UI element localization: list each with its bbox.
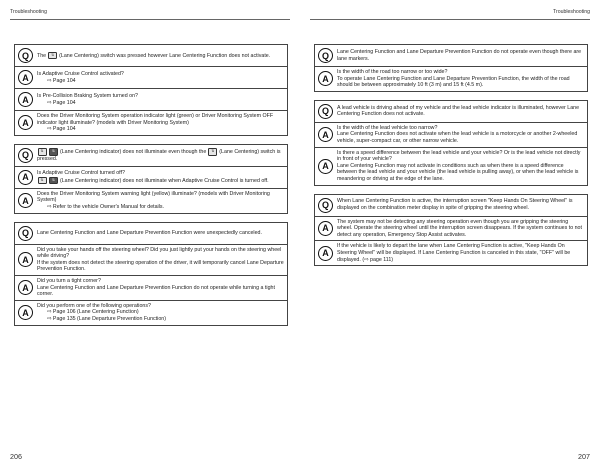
text-run: Is the width of the lead vehicle too narrow? (337, 124, 438, 131)
text-run: Lane Centering Function does not activate when the lead vehicle is a motorcycle or another 2-wheeled vehicle, super-compact car, or other narrow vehicle. (337, 131, 578, 144)
answer-icon (15, 303, 36, 322)
answer-icon (15, 68, 36, 87)
qa-text (336, 67, 587, 91)
page-reference: ⇨ Page 104 (47, 126, 76, 133)
badge-letter: A (18, 252, 33, 267)
qa-block (14, 44, 288, 136)
text-run: Is Adaptive Cruise Control activated? (37, 70, 124, 77)
text-run: Is Pre-Collision Braking System turned on? (37, 92, 138, 99)
answer-icon (15, 90, 36, 109)
question-icon (15, 146, 36, 165)
question-icon (315, 46, 336, 65)
badge-letter: A (18, 305, 33, 320)
lane-centering-indicator-icon: ⇅ (38, 148, 47, 156)
header-rule-left (10, 19, 290, 20)
text-run: If the vehicle is likely to depart the lane when Lane Centering Function is active, "Keep Hands On Steering Wheel" will be displayed. If Lane Centering Function is canceled in this state, "OFF" will be displayed. (⇨ page 111) (337, 243, 571, 263)
answer-icon (315, 244, 336, 263)
question-icon (315, 196, 336, 215)
badge-letter: A (18, 92, 33, 107)
lane-centering-indicator-icon: ⇅ (38, 177, 47, 185)
text-run: Lane Centering Function and Lane Departure Prevention Function were unexpectedly canceled. (37, 229, 262, 236)
lane-centering-switch-icon: ⇅ (48, 52, 57, 60)
badge-letter: A (18, 70, 33, 85)
answer-icon (315, 157, 336, 176)
answer-row (15, 244, 287, 275)
qa-text (336, 47, 587, 64)
question-icon (315, 102, 336, 121)
text-run: Did you turn a tight corner? (37, 277, 101, 284)
text-run: Did you take your hands off the steering wheel? Did you just lightly put your hands on the steering wheel while driving? (37, 246, 282, 260)
right-column (314, 44, 588, 274)
text-run: When Lane Centering Function is active, the interruption screen "Keep Hands On Steering Wheel" is displayed on the combination meter display in spite of gripping the steering wheel. (337, 198, 573, 212)
answer-row (315, 122, 587, 147)
qa-block (314, 44, 588, 92)
answer-row (15, 66, 287, 88)
question-row (15, 145, 287, 166)
badge-letter: Q (18, 48, 33, 63)
badge-letter: Q (318, 48, 333, 63)
qa-text (36, 276, 287, 300)
lane-centering-indicator-alt-icon: ⇅ (49, 148, 58, 156)
question-icon (15, 46, 36, 65)
badge-letter: A (18, 193, 33, 208)
lane-centering-indicator-alt-icon: ⇅ (49, 177, 58, 185)
text-run: Does the Driver Monitoring System operation indicator light (green) or Driver Monitoring System OFF indicator light illuminate? (models with Driver Monitoring System) (37, 113, 274, 126)
page-reference: ⇨ Page 104 (47, 77, 76, 84)
page-reference: ⇨ Page 106 (Lane Centering Function) (47, 309, 139, 316)
answer-row (15, 166, 287, 188)
answer-icon (15, 278, 36, 297)
question-row (15, 223, 287, 244)
left-column (14, 44, 288, 334)
qa-block (314, 194, 588, 267)
text-run: To operate Lane Centering Function and Lane Departure Prevention Function, the width of the road should be between approximately 10 ft (3 m) and 15 ft (4.5 m). (337, 75, 570, 89)
badge-letter: A (18, 170, 33, 185)
badge-letter: A (318, 159, 333, 174)
badge-letter: A (318, 246, 333, 261)
badge-letter: Q (318, 104, 333, 119)
text-run: If the system does not detect the steering operation of the driver, it will temporarily cancel Lane Departure Prevention Function. (37, 259, 284, 273)
badge-letter: A (318, 221, 333, 236)
page-reference: ⇨ Refer to the vehicle Owner's Manual for details. (47, 203, 165, 210)
answer-icon (15, 250, 36, 269)
qa-text (36, 245, 287, 275)
answer-icon (15, 191, 36, 210)
answer-icon (315, 219, 336, 238)
answer-icon (315, 125, 336, 144)
text-run: Did you perform one of the following operations? (37, 302, 151, 309)
question-row (15, 45, 287, 66)
question-icon (15, 224, 36, 243)
answer-row (315, 147, 587, 185)
text-run: Lane Centering Function may not activate in conditions such as when there is a speed difference between the lead vehicle and your vehicle (the lead vehicle is pulling away), or when the lead vehicle is meandering or driving at the edge of the lane. (337, 162, 579, 182)
text-run: The system may not be detecting any steering operation even though you are gripping the steering wheel. Operate the steering wheel until the interruption screen disappears. If the system continues to not detect any operation, Emergency Stop Assist activates. (337, 218, 582, 238)
qa-text (336, 123, 587, 147)
text-run: (Lane Centering indicator) does not illuminate even though the (59, 149, 207, 156)
qa-text (36, 146, 287, 164)
qa-text (336, 196, 587, 213)
qa-text (36, 50, 287, 62)
text-run: Lane Centering Function and Lane Departure Prevention Function do not operate while turning a tight corner. (37, 284, 275, 298)
running-header-left: Troubleshooting (10, 9, 48, 15)
answer-row (15, 88, 287, 110)
text-run: (Lane Centering) switch is pressed. (37, 149, 281, 162)
header-rule-right (310, 19, 590, 20)
answer-row (315, 240, 587, 265)
answer-row (15, 275, 287, 300)
running-header-right: Troubleshooting (552, 9, 590, 15)
qa-text (36, 189, 287, 213)
answer-row (315, 66, 587, 91)
badge-letter: A (318, 71, 333, 86)
qa-text (36, 228, 287, 239)
qa-block (14, 144, 288, 214)
badge-letter: A (18, 115, 33, 130)
qa-text (36, 301, 287, 325)
text-run: Lane Centering Function and Lane Departure Prevention Function do not operate even though there are lane markers. (337, 48, 582, 62)
text-run: The (37, 52, 47, 59)
answer-row (15, 188, 287, 213)
qa-text (36, 91, 287, 108)
question-row (315, 45, 587, 66)
badge-letter: Q (318, 198, 333, 213)
qa-block (314, 100, 588, 186)
answer-row (315, 216, 587, 241)
text-run: (Lane Centering) switch was pressed however Lane Centering Function does not activate. (59, 52, 271, 59)
badge-letter: Q (18, 226, 33, 241)
answer-icon (15, 113, 36, 132)
qa-text (336, 148, 587, 185)
text-run: Is Adaptive Cruise Control turned off? (37, 170, 125, 177)
lane-centering-switch-icon: ⇅ (208, 148, 217, 156)
qa-text (36, 168, 287, 186)
qa-text (36, 69, 287, 86)
text-run: Is there a speed difference between the lead vehicle and your vehicle? Or is the lead vehicle not directly in front of your vehicle? (337, 149, 581, 163)
page-number-left: 206 (10, 452, 22, 461)
text-run: A lead vehicle is driving ahead of my vehicle and the lead vehicle indicator is illuminated, however Lane Centering Function does not activate. (337, 104, 580, 118)
page-number-right: 207 (578, 452, 590, 461)
qa-text (336, 217, 587, 241)
badge-letter: A (318, 127, 333, 142)
qa-text (36, 111, 287, 135)
qa-text (336, 241, 587, 265)
question-row (315, 101, 587, 122)
qa-text (336, 103, 587, 120)
answer-row (15, 300, 287, 325)
badge-letter: A (18, 280, 33, 295)
badge-letter: Q (18, 148, 33, 163)
text-run: (Lane Centering indicator) does not illuminate when Adaptive Cruise Control is turned off. (59, 177, 269, 184)
answer-row (15, 110, 287, 135)
page-reference: ⇨ Page 135 (Lane Departure Prevention Function) (47, 315, 166, 322)
text-run: Does the Driver Monitoring System warning light (yellow) illuminate? (models with Driver Monitoring System) (37, 190, 270, 204)
page-reference: ⇨ Page 104 (47, 99, 76, 106)
answer-icon (15, 168, 36, 187)
text-run: Is the width of the road too narrow or too wide? (337, 69, 448, 75)
answer-icon (315, 69, 336, 88)
qa-block (14, 222, 288, 326)
question-row (315, 195, 587, 216)
